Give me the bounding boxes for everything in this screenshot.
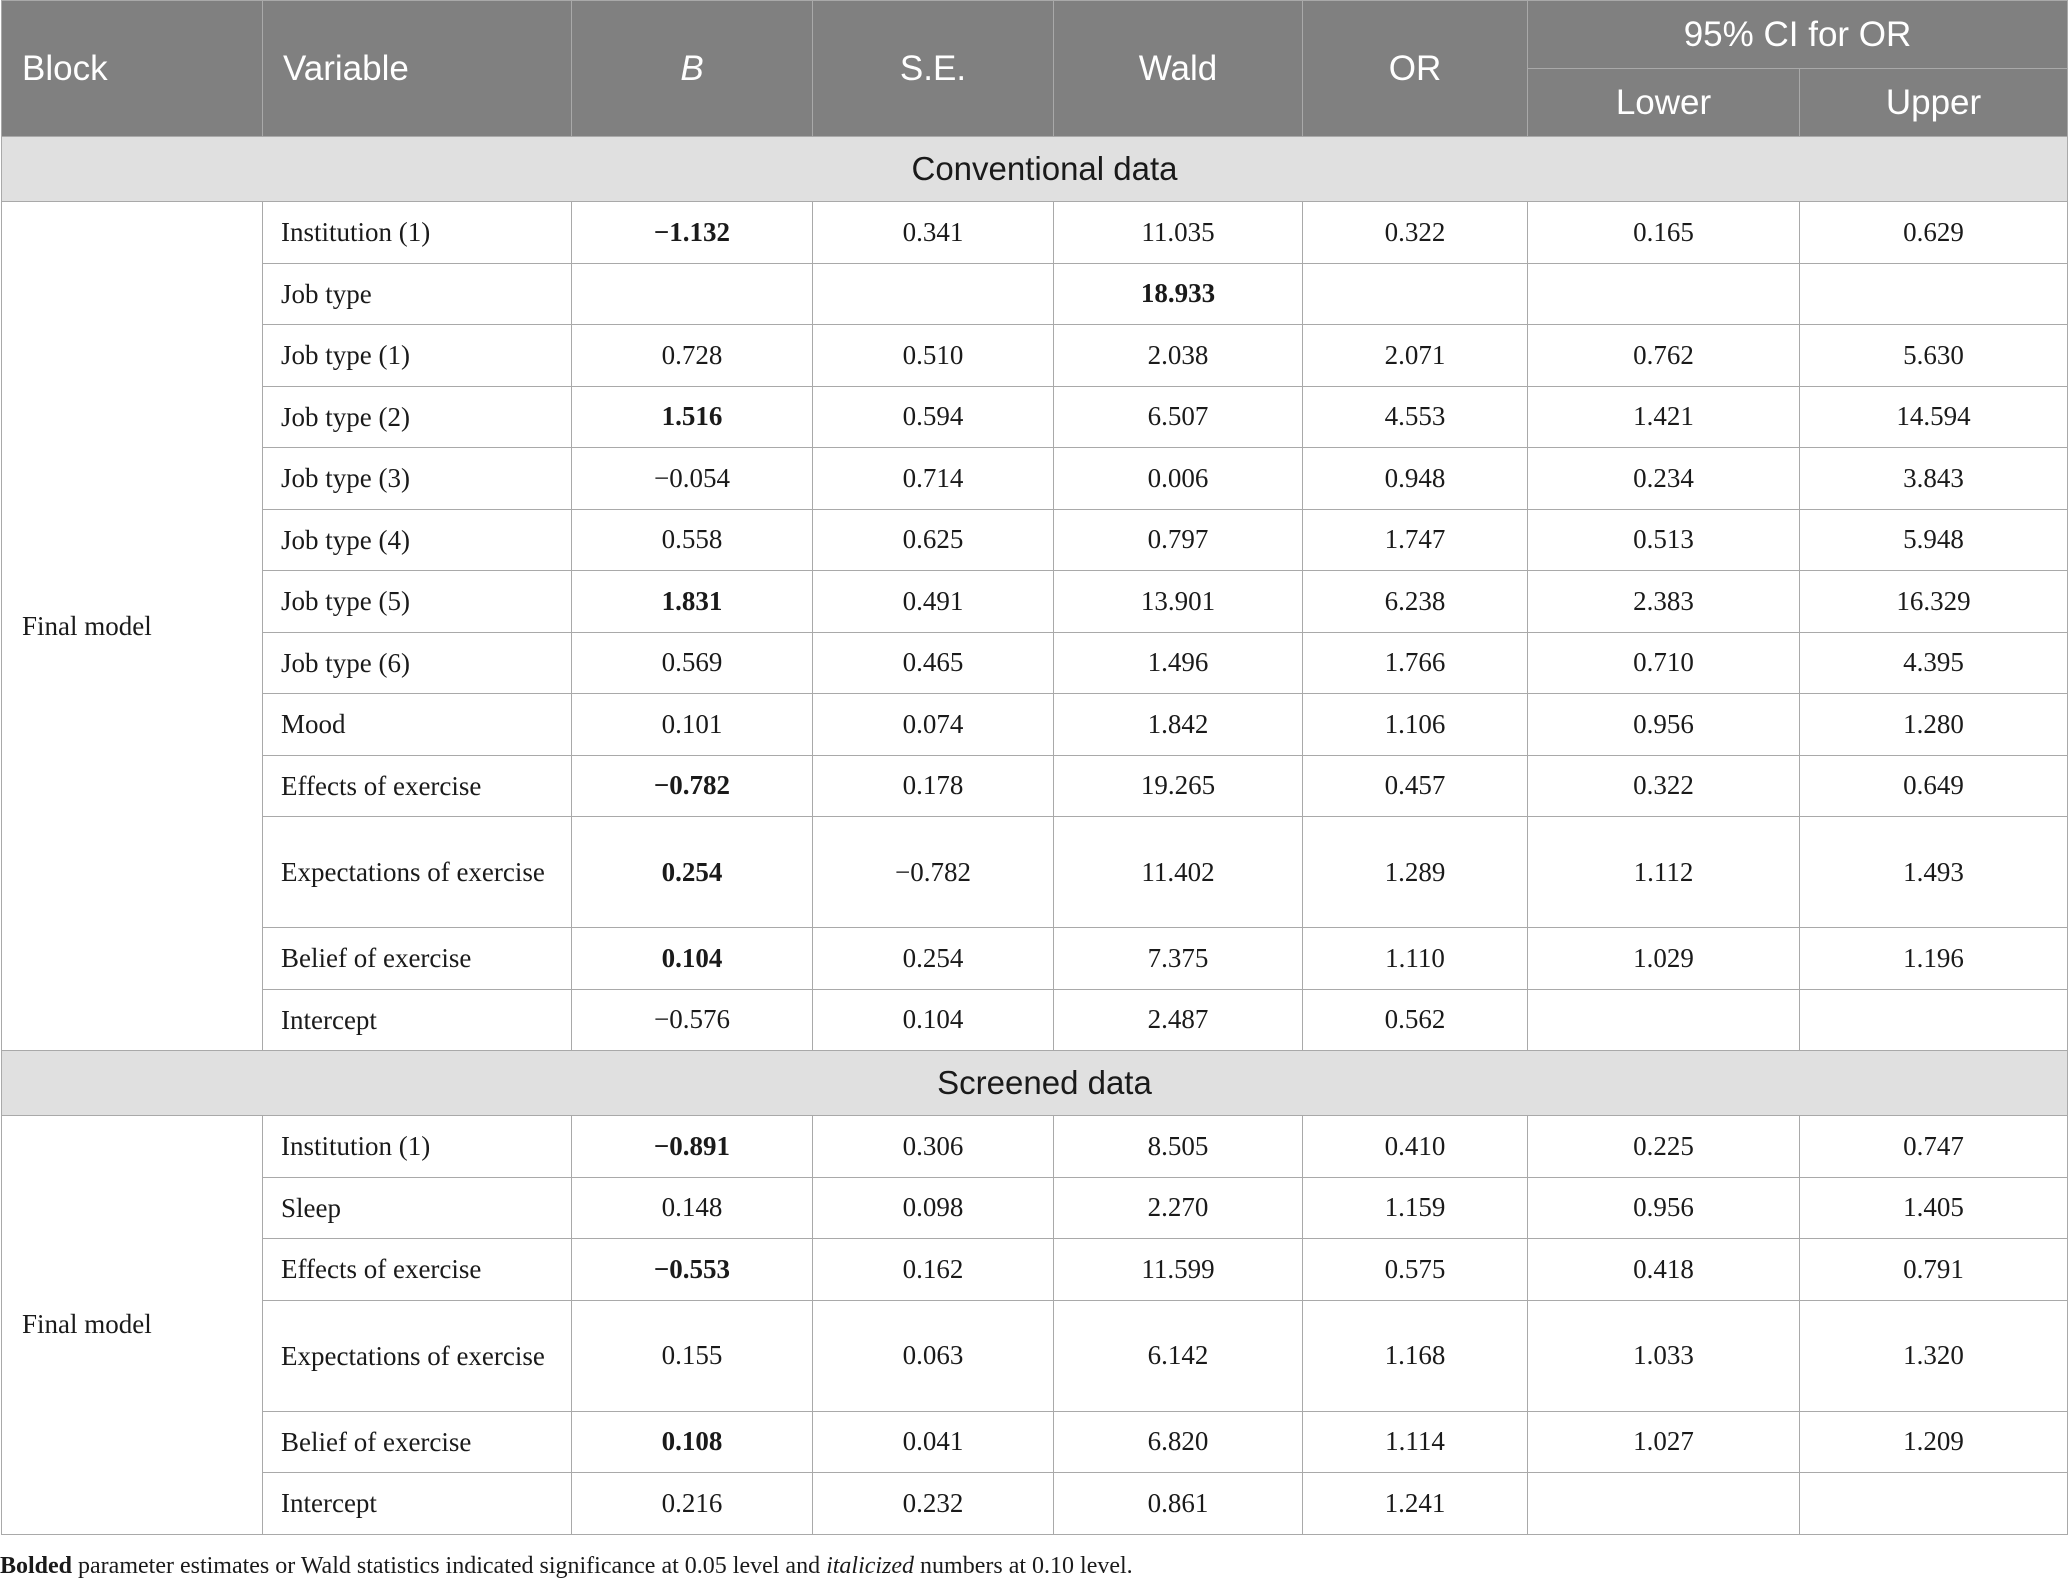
variable-cell: Job type: [263, 263, 572, 325]
upper-cell: 0.649: [1800, 755, 2068, 817]
table-row: [2, 755, 2068, 817]
se-cell: 0.178: [813, 755, 1054, 817]
table-row: [2, 1473, 2068, 1535]
variable-cell: Belief of exercise: [263, 928, 572, 990]
lower-cell: [1528, 263, 1800, 325]
b-cell: 0.569: [572, 632, 813, 694]
wald-cell: 8.505: [1054, 1116, 1303, 1178]
lower-cell: [1528, 989, 1800, 1051]
lower-cell: 0.418: [1528, 1239, 1800, 1301]
b-cell: 0.148: [572, 1177, 813, 1239]
se-cell: 0.063: [813, 1300, 1054, 1411]
wald-cell: 6.820: [1054, 1411, 1303, 1473]
lower-cell: 0.225: [1528, 1116, 1800, 1178]
b-cell: [572, 263, 813, 325]
variable-cell: Intercept: [263, 989, 572, 1051]
or-cell: 1.241: [1303, 1473, 1528, 1535]
or-cell: 0.457: [1303, 755, 1528, 817]
table-row: [2, 448, 2068, 510]
se-cell: 0.465: [813, 632, 1054, 694]
variable-cell: Expectations of exercise: [263, 1300, 572, 1411]
upper-cell: [1800, 1473, 2068, 1535]
lower-cell: 0.762: [1528, 325, 1800, 387]
wald-cell: 7.375: [1054, 928, 1303, 990]
b-cell: 0.254: [572, 817, 813, 928]
upper-cell: 1.280: [1800, 694, 2068, 756]
upper-cell: 0.791: [1800, 1239, 2068, 1301]
wald-cell: 6.507: [1054, 386, 1303, 448]
table-row: [2, 263, 2068, 325]
wald-cell: 11.402: [1054, 817, 1303, 928]
variable-cell: Job type (5): [263, 571, 572, 633]
lower-cell: 0.710: [1528, 632, 1800, 694]
se-cell: −0.782: [813, 817, 1054, 928]
header-upper: Upper: [1800, 69, 2068, 137]
or-cell: 0.322: [1303, 202, 1528, 264]
regression-table: [1, 0, 2068, 1535]
or-cell: 1.110: [1303, 928, 1528, 990]
b-cell: 0.216: [572, 1473, 813, 1535]
header-ci: 95% CI for OR: [1528, 1, 2068, 69]
b-cell: −0.891: [572, 1116, 813, 1178]
b-cell: 0.104: [572, 928, 813, 990]
upper-cell: 1.405: [1800, 1177, 2068, 1239]
se-cell: 0.491: [813, 571, 1054, 633]
lower-cell: 1.029: [1528, 928, 1800, 990]
footnote-bold-text: Bolded: [0, 1553, 73, 1579]
wald-cell: 0.797: [1054, 509, 1303, 571]
b-cell: −0.782: [572, 755, 813, 817]
table-row: [2, 386, 2068, 448]
wald-cell: 0.861: [1054, 1473, 1303, 1535]
variable-cell: Job type (4): [263, 509, 572, 571]
b-cell: −1.132: [572, 202, 813, 264]
variable-cell: Job type (2): [263, 386, 572, 448]
upper-cell: 14.594: [1800, 386, 2068, 448]
table-row: [2, 509, 2068, 571]
lower-cell: 2.383: [1528, 571, 1800, 633]
table-row: [2, 1116, 2068, 1178]
upper-cell: 1.196: [1800, 928, 2068, 990]
b-cell: 0.101: [572, 694, 813, 756]
header-or: OR: [1303, 1, 1528, 137]
variable-cell: Belief of exercise: [263, 1411, 572, 1473]
se-cell: 0.714: [813, 448, 1054, 510]
header-wald: Wald: [1054, 1, 1303, 137]
b-cell: 0.155: [572, 1300, 813, 1411]
or-cell: 1.168: [1303, 1300, 1528, 1411]
header-variable: Variable: [263, 1, 572, 137]
table-row: [2, 1300, 2068, 1411]
b-cell: 0.558: [572, 509, 813, 571]
lower-cell: 1.033: [1528, 1300, 1800, 1411]
b-cell: 1.831: [572, 571, 813, 633]
lower-cell: 0.234: [1528, 448, 1800, 510]
footnote-middle-text: parameter estimates or Wald statistics indicated significance at 0.05 level and: [72, 1553, 827, 1579]
header-se: S.E.: [813, 1, 1054, 137]
or-cell: 0.562: [1303, 989, 1528, 1051]
upper-cell: 1.320: [1800, 1300, 2068, 1411]
se-cell: 0.625: [813, 509, 1054, 571]
or-cell: 2.071: [1303, 325, 1528, 387]
section-row-conventional: [2, 137, 2068, 202]
wald-cell: 2.038: [1054, 325, 1303, 387]
table-row: [2, 325, 2068, 387]
header-lower: Lower: [1528, 69, 1800, 137]
upper-cell: 1.209: [1800, 1411, 2068, 1473]
variable-cell: Job type (3): [263, 448, 572, 510]
b-cell: 0.108: [572, 1411, 813, 1473]
variable-cell: Sleep: [263, 1177, 572, 1239]
variable-cell: Job type (6): [263, 632, 572, 694]
upper-cell: 16.329: [1800, 571, 2068, 633]
footnote-end-text: numbers at 0.10 level.: [914, 1553, 1133, 1579]
wald-cell: 13.901: [1054, 571, 1303, 633]
b-cell: −0.576: [572, 989, 813, 1051]
footnote-italic-text: italicized: [826, 1553, 915, 1579]
lower-cell: 0.513: [1528, 509, 1800, 571]
upper-cell: 5.630: [1800, 325, 2068, 387]
lower-cell: 0.956: [1528, 1177, 1800, 1239]
table-row: [2, 632, 2068, 694]
header-block: Block: [2, 1, 263, 137]
se-cell: 0.510: [813, 325, 1054, 387]
upper-cell: 1.493: [1800, 817, 2068, 928]
variable-cell: Job type (1): [263, 325, 572, 387]
lower-cell: 1.027: [1528, 1411, 1800, 1473]
or-cell: [1303, 263, 1528, 325]
variable-cell: Institution (1): [263, 202, 572, 264]
wald-cell: 1.496: [1054, 632, 1303, 694]
se-cell: 0.162: [813, 1239, 1054, 1301]
or-cell: 1.114: [1303, 1411, 1528, 1473]
se-cell: 0.306: [813, 1116, 1054, 1178]
se-cell: 0.254: [813, 928, 1054, 990]
b-cell: −0.054: [572, 448, 813, 510]
variable-cell: Institution (1): [263, 1116, 572, 1178]
table-row: [2, 1177, 2068, 1239]
se-cell: 0.232: [813, 1473, 1054, 1535]
variable-cell: Mood: [263, 694, 572, 756]
lower-cell: 0.956: [1528, 694, 1800, 756]
or-cell: 1.747: [1303, 509, 1528, 571]
table-row: [2, 817, 2068, 928]
block-cell: Final model: [2, 1116, 263, 1535]
se-cell: [813, 263, 1054, 325]
lower-cell: 0.165: [1528, 202, 1800, 264]
variable-cell: Expectations of exercise: [263, 817, 572, 928]
table-row: [2, 1239, 2068, 1301]
upper-cell: [1800, 989, 2068, 1051]
upper-cell: 4.395: [1800, 632, 2068, 694]
or-cell: 1.106: [1303, 694, 1528, 756]
variable-cell: Intercept: [263, 1473, 572, 1535]
or-cell: 0.575: [1303, 1239, 1528, 1301]
section-title: Screened data: [2, 1051, 2068, 1116]
upper-cell: [1800, 263, 2068, 325]
wald-cell: 0.006: [1054, 448, 1303, 510]
header-b: B: [572, 1, 813, 137]
upper-cell: 0.629: [1800, 202, 2068, 264]
section-row-screened: [2, 1051, 2068, 1116]
table-row: [2, 928, 2068, 990]
upper-cell: 0.747: [1800, 1116, 2068, 1178]
wald-cell: 2.270: [1054, 1177, 1303, 1239]
wald-cell: 19.265: [1054, 755, 1303, 817]
table-row: [2, 202, 2068, 264]
se-cell: 0.098: [813, 1177, 1054, 1239]
wald-cell: 11.035: [1054, 202, 1303, 264]
table-row: [2, 571, 2068, 633]
or-cell: 1.159: [1303, 1177, 1528, 1239]
wald-cell: 2.487: [1054, 989, 1303, 1051]
table-footnote: [0, 1553, 1133, 1580]
variable-cell: Effects of exercise: [263, 755, 572, 817]
or-cell: 0.948: [1303, 448, 1528, 510]
se-cell: 0.594: [813, 386, 1054, 448]
upper-cell: 5.948: [1800, 509, 2068, 571]
wald-cell: 11.599: [1054, 1239, 1303, 1301]
lower-cell: 1.112: [1528, 817, 1800, 928]
section-title: Conventional data: [2, 137, 2068, 202]
b-cell: 0.728: [572, 325, 813, 387]
b-cell: 1.516: [572, 386, 813, 448]
b-cell: −0.553: [572, 1239, 813, 1301]
wald-cell: 6.142: [1054, 1300, 1303, 1411]
or-cell: 1.766: [1303, 632, 1528, 694]
lower-cell: 0.322: [1528, 755, 1800, 817]
table-row: [2, 1411, 2068, 1473]
or-cell: 6.238: [1303, 571, 1528, 633]
se-cell: 0.104: [813, 989, 1054, 1051]
lower-cell: 1.421: [1528, 386, 1800, 448]
or-cell: 0.410: [1303, 1116, 1528, 1178]
se-cell: 0.341: [813, 202, 1054, 264]
wald-cell: 18.933: [1054, 263, 1303, 325]
or-cell: 1.289: [1303, 817, 1528, 928]
table-row: [2, 694, 2068, 756]
variable-cell: Effects of exercise: [263, 1239, 572, 1301]
table-row: [2, 989, 2068, 1051]
lower-cell: [1528, 1473, 1800, 1535]
or-cell: 4.553: [1303, 386, 1528, 448]
upper-cell: 3.843: [1800, 448, 2068, 510]
se-cell: 0.041: [813, 1411, 1054, 1473]
wald-cell: 1.842: [1054, 694, 1303, 756]
se-cell: 0.074: [813, 694, 1054, 756]
block-cell: Final model: [2, 202, 263, 1051]
